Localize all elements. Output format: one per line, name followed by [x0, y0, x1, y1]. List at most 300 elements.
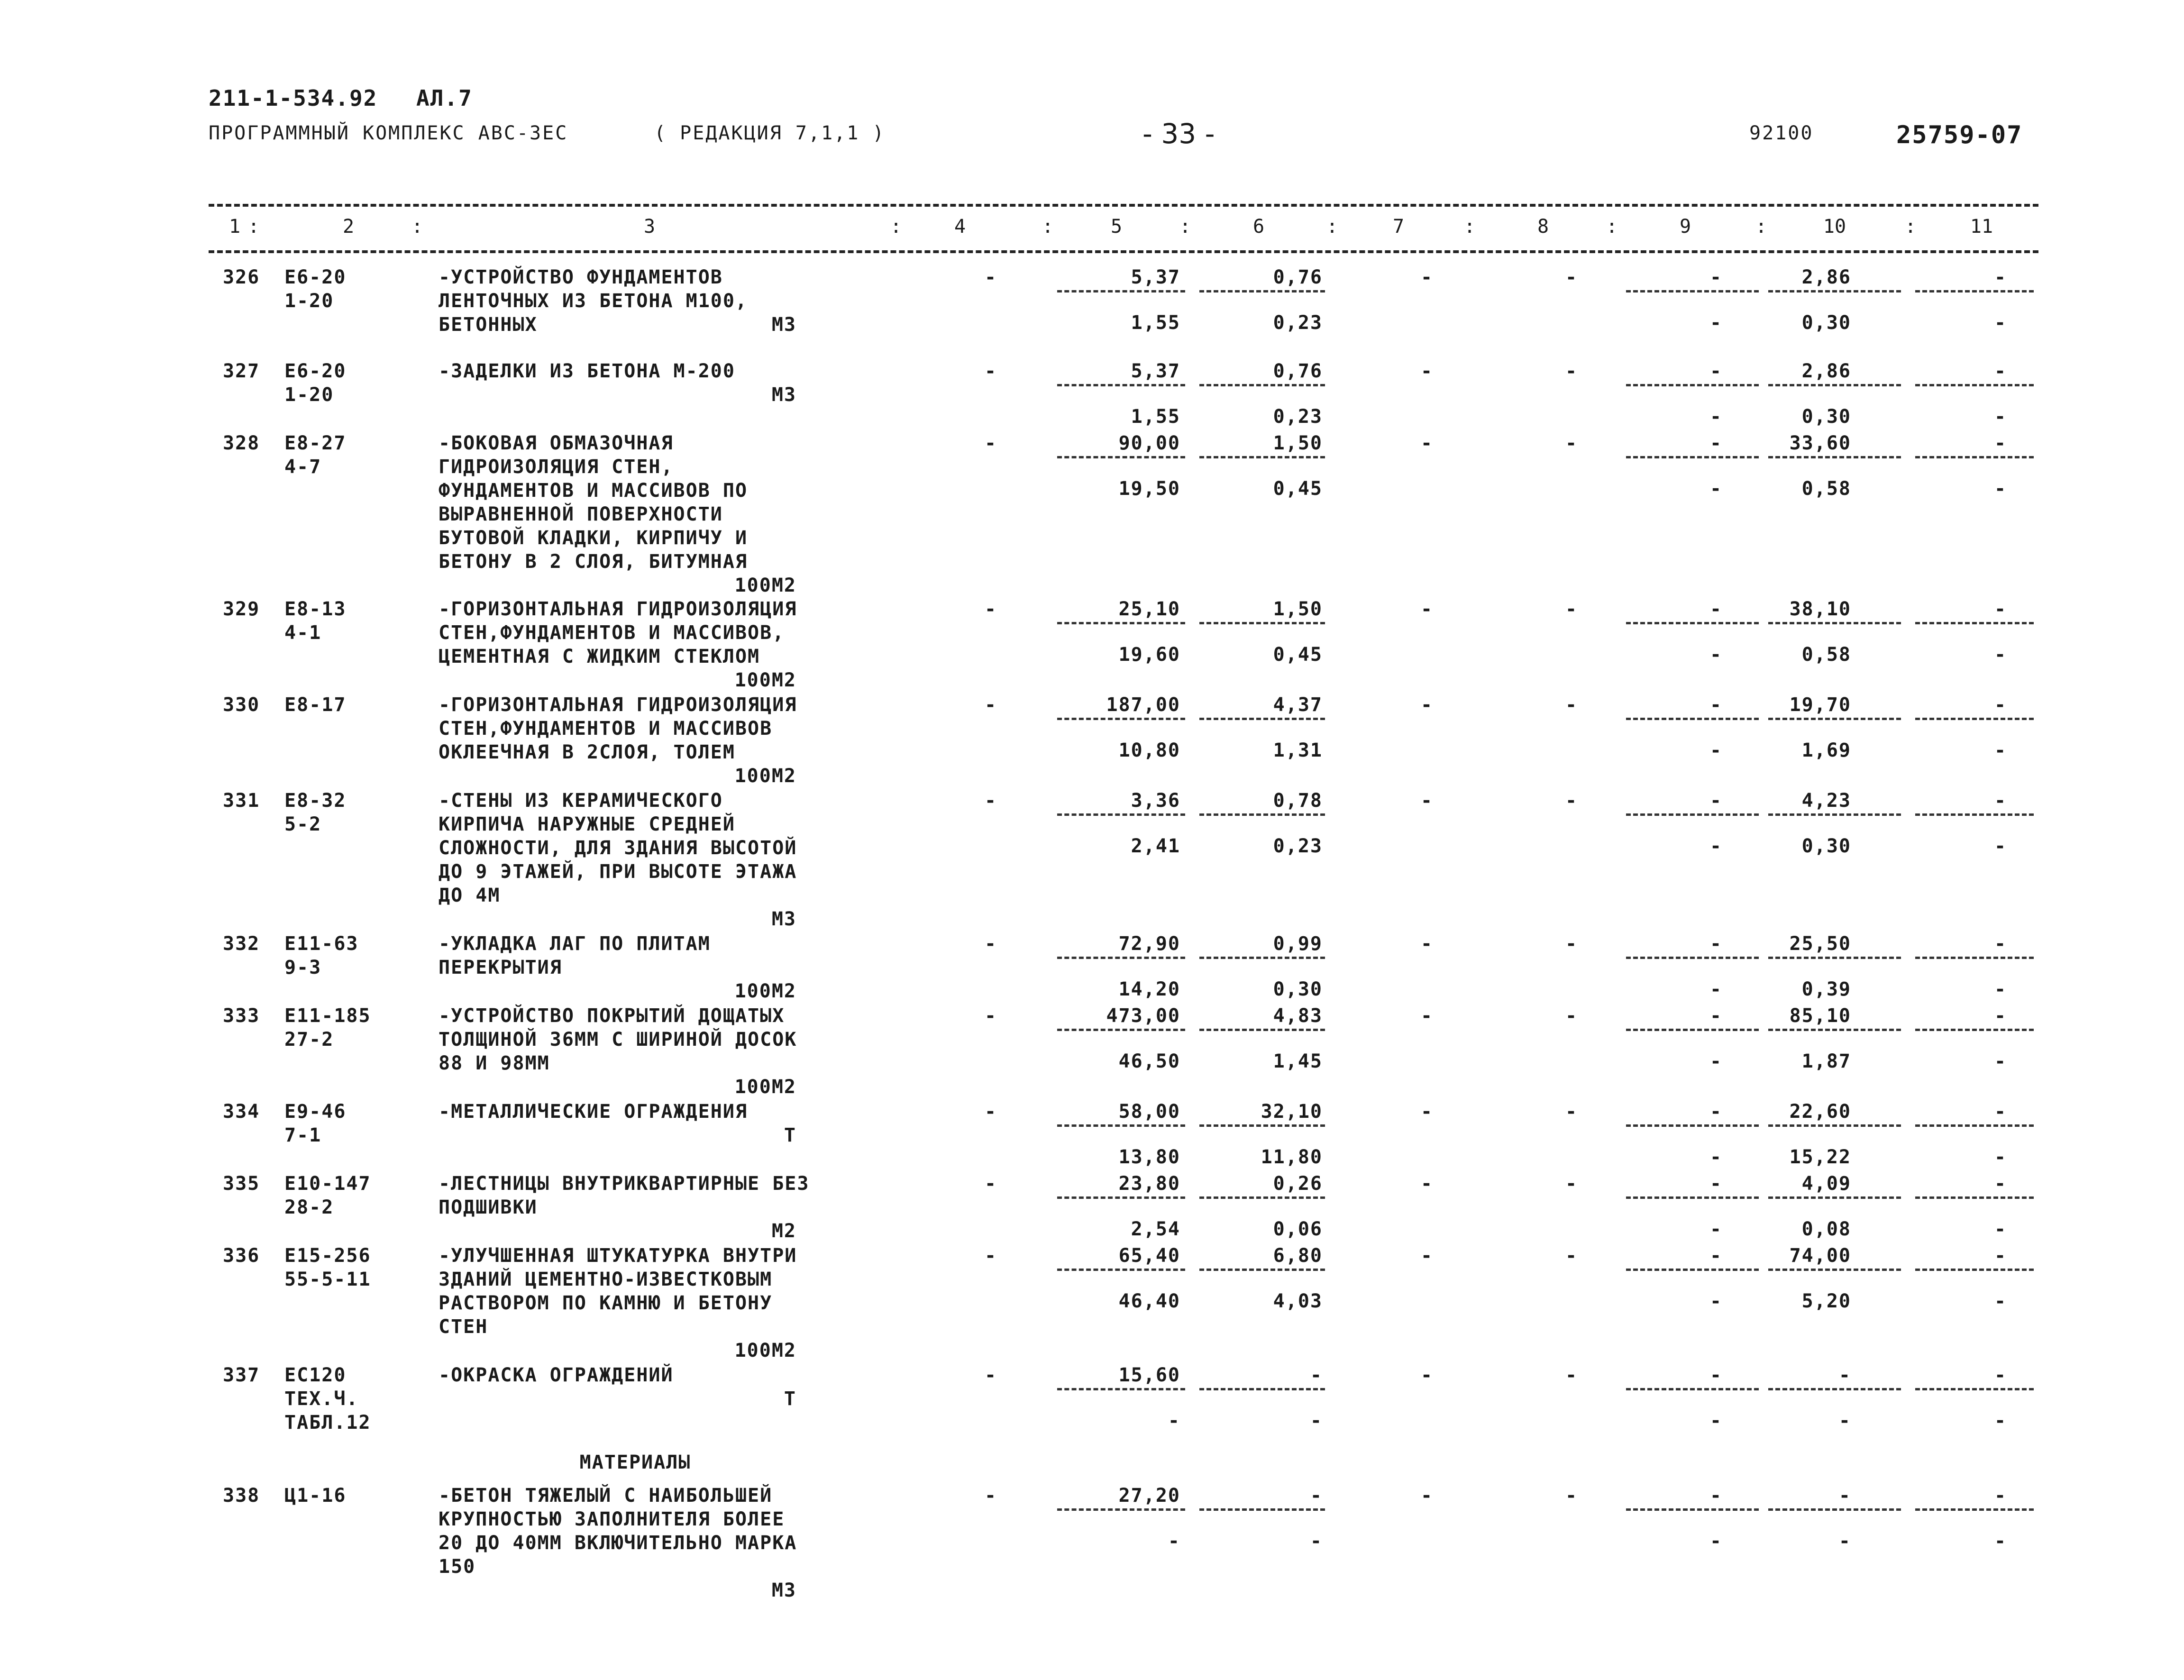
column-header-6: 6: [1252, 216, 1265, 237]
col-6-value: 32,10: [1261, 1101, 1323, 1123]
column-header-1: 1: [228, 216, 241, 237]
col-7-value: -: [1420, 790, 1434, 812]
col-4-value: -: [984, 1173, 997, 1195]
col-8-value: -: [1565, 598, 1578, 620]
dashed-separator: [1626, 456, 1759, 458]
col-9-lower-value: -: [1709, 978, 1723, 1000]
col-9-value: -: [1709, 1245, 1723, 1267]
row-description: ОКЛЕЕЧНАЯ В 2СЛОЯ, ТОЛЕМ: [439, 741, 735, 763]
col-9-lower-value: -: [1709, 1290, 1723, 1312]
dashed-separator: [1199, 1124, 1325, 1127]
col-9-lower-value: -: [1709, 740, 1723, 761]
col-9-lower-value: -: [1709, 1410, 1723, 1432]
col-11-value: -: [1994, 360, 2007, 382]
row-unit: М3: [771, 1580, 796, 1601]
col-10-lower-value: 0,58: [1801, 478, 1851, 500]
col-5-lower-value: 1,55: [1131, 312, 1180, 334]
col-5-lower-value: 13,80: [1118, 1146, 1180, 1168]
row-description: -УКЛАДКА ЛАГ ПО ПЛИТАМ: [439, 933, 711, 955]
row-unit: 100М2: [734, 1340, 796, 1361]
dashed-separator: [1057, 1029, 1185, 1031]
row-description: -МЕТАЛЛИЧЕСКИЕ ОГРАЖДЕНИЯ: [439, 1101, 748, 1123]
dashed-separator: [1915, 290, 2034, 292]
album-code: АЛ.7: [416, 85, 473, 111]
col-8-value: -: [1565, 360, 1578, 382]
col-11-value: -: [1994, 266, 2007, 288]
col-5-value: 5,37: [1131, 266, 1180, 288]
col-10-value: 19,70: [1789, 694, 1851, 716]
col-11-lower-value: -: [1994, 1050, 2007, 1072]
dashed-separator: [1915, 1196, 2034, 1199]
row-code: 1-20: [284, 290, 334, 312]
row-unit: Т: [784, 1124, 796, 1146]
column-header-11: 11: [1970, 216, 1993, 237]
dashed-separator: [1057, 957, 1185, 959]
row-description: ДО 4М: [439, 885, 501, 906]
dashed-separator: [1057, 1388, 1185, 1390]
row-description: ЛЕНТОЧНЫХ ИЗ БЕТОНА М100,: [439, 290, 748, 312]
col-10-value: 4,23: [1801, 790, 1851, 812]
col-11-lower-value: -: [1994, 406, 2007, 428]
row-code: Е8-32: [284, 790, 347, 812]
col-6-lower-value: 0,30: [1273, 978, 1323, 1000]
col-5-value: 3,36: [1131, 790, 1180, 812]
row-description: БУТОВОЙ КЛАДКИ, КИРПИЧУ И: [439, 527, 748, 549]
col-5-value: 15,60: [1118, 1364, 1180, 1386]
col-11-lower-value: -: [1994, 740, 2007, 761]
dashed-separator: [1199, 1196, 1325, 1199]
col-5-value: 65,40: [1118, 1245, 1180, 1267]
dashed-separator: [1626, 813, 1759, 816]
row-description: -ГОРИЗОНТАЛЬНАЯ ГИДРОИЗОЛЯЦИЯ: [439, 598, 797, 620]
col-10-lower-value: 0,08: [1801, 1218, 1851, 1240]
col-6-lower-value: 0,45: [1273, 478, 1323, 500]
column-header-10: 10: [1823, 216, 1846, 237]
dashed-separator: [1768, 622, 1901, 624]
col-5-lower-value: 19,50: [1118, 478, 1180, 500]
col-4-value: -: [984, 1101, 997, 1123]
dashed-separator: [1768, 813, 1901, 816]
col-5-lower-value: -: [1168, 1530, 1180, 1552]
dashed-separator: [1199, 813, 1325, 816]
row-number: 327: [223, 360, 260, 382]
dashed-separator: [1768, 290, 1901, 292]
col-7-value: -: [1420, 933, 1434, 955]
row-code: 55-5-11: [284, 1269, 371, 1290]
dashed-separator: [1626, 290, 1759, 292]
col-9-value: -: [1709, 1101, 1723, 1123]
dashed-separator: [1915, 1029, 2034, 1031]
column-separator: :: [1755, 216, 1767, 237]
dashed-separator: [1199, 1388, 1325, 1390]
col-5-lower-value: 19,60: [1118, 644, 1180, 666]
row-code: 1-20: [284, 384, 334, 406]
row-description: ТОЛЩИНОЙ 36ММ С ШИРИНОЙ ДОСОК: [439, 1029, 797, 1050]
row-code: ЕС120: [284, 1364, 347, 1386]
col-8-value: -: [1565, 1364, 1578, 1386]
col-7-value: -: [1420, 360, 1434, 382]
col-4-value: -: [984, 598, 997, 620]
row-number: 334: [223, 1101, 260, 1123]
col-4-value: -: [984, 1364, 997, 1386]
dashed-separator: [1626, 1388, 1759, 1390]
row-code: Е15-256: [284, 1245, 371, 1267]
col-6-lower-value: 0,23: [1273, 406, 1323, 428]
col-6-value: 0,99: [1273, 933, 1323, 955]
table-header-rule: [209, 250, 2038, 253]
col-7-value: -: [1420, 1005, 1434, 1027]
dashed-separator: [1915, 718, 2034, 720]
col-9-value: -: [1709, 1485, 1723, 1507]
row-description: ПЕРЕКРЫТИЯ: [439, 957, 562, 978]
col-6-lower-value: 0,06: [1273, 1218, 1323, 1240]
dashed-separator: [1057, 1196, 1185, 1199]
col-10-value: 22,60: [1789, 1101, 1851, 1123]
row-description: БЕТОНУ В 2 СЛОЯ, БИТУМНАЯ: [439, 551, 748, 573]
row-unit: 100М2: [734, 1076, 796, 1098]
col-6-value: 1,50: [1273, 432, 1323, 454]
dashed-separator: [1768, 1269, 1901, 1271]
column-separator: :: [1042, 216, 1054, 237]
col-7-value: -: [1420, 1245, 1434, 1267]
col-10-value: 2,86: [1801, 360, 1851, 382]
dashed-separator: [1768, 1508, 1901, 1511]
col-5-lower-value: 1,55: [1131, 406, 1180, 428]
col-9-value: -: [1709, 360, 1723, 382]
col-11-lower-value: -: [1994, 1290, 2007, 1312]
col-5-lower-value: 10,80: [1118, 740, 1180, 761]
row-code: Е8-17: [284, 694, 347, 716]
col-8-value: -: [1565, 790, 1578, 812]
row-number: 338: [223, 1485, 260, 1507]
row-description: КИРПИЧА НАРУЖНЫЕ СРЕДНЕЙ: [439, 813, 735, 835]
col-5-value: 23,80: [1118, 1173, 1180, 1195]
dashed-separator: [1199, 1029, 1325, 1031]
dashed-separator: [1057, 456, 1185, 458]
col-6-value: -: [1310, 1364, 1323, 1386]
row-description: СЛОЖНОСТИ, ДЛЯ ЗДАНИЯ ВЫСОТОЙ: [439, 837, 797, 859]
col-6-value: 0,76: [1273, 360, 1323, 382]
col-7-value: -: [1420, 432, 1434, 454]
col-10-value: 74,00: [1789, 1245, 1851, 1267]
col-9-value: -: [1709, 1364, 1723, 1386]
col-8-value: -: [1565, 1245, 1578, 1267]
col-11-lower-value: -: [1994, 1146, 2007, 1168]
col-8-value: -: [1565, 1005, 1578, 1027]
col-8-value: -: [1565, 1101, 1578, 1123]
row-number: 328: [223, 432, 260, 454]
col-10-lower-value: 0,58: [1801, 644, 1851, 666]
col-7-value: -: [1420, 1173, 1434, 1195]
col-11-lower-value: -: [1994, 978, 2007, 1000]
col-10-value: -: [1838, 1485, 1851, 1507]
col-7-value: -: [1420, 1101, 1434, 1123]
column-separator: :: [1606, 216, 1618, 237]
column-header-9: 9: [1679, 216, 1691, 237]
col-6-lower-value: 1,45: [1273, 1050, 1323, 1072]
col-6-lower-value: 11,80: [1261, 1146, 1323, 1168]
col-5-lower-value: 2,41: [1131, 835, 1180, 857]
row-code: 9-3: [284, 957, 322, 978]
col-6-value: 4,83: [1273, 1005, 1323, 1027]
column-header-3: 3: [643, 216, 656, 237]
col-11-value: -: [1994, 790, 2007, 812]
col-9-lower-value: -: [1709, 1146, 1723, 1168]
col-5-value: 90,00: [1118, 432, 1180, 454]
row-description: ЗДАНИЙ ЦЕМЕНТНО-ИЗВЕСТКОВЫМ: [439, 1269, 773, 1290]
row-number: 335: [223, 1173, 260, 1195]
col-8-value: -: [1565, 1173, 1578, 1195]
col-6-lower-value: 0,45: [1273, 644, 1323, 666]
col-11-value: -: [1994, 1245, 2007, 1267]
row-description: -БЕТОН ТЯЖЕЛЫЙ С НАИБОЛЬШЕЙ: [439, 1485, 773, 1507]
row-unit: М2: [771, 1220, 796, 1242]
row-number: 326: [223, 266, 260, 288]
column-header-8: 8: [1537, 216, 1549, 237]
col-10-value: 38,10: [1789, 598, 1851, 620]
col-11-value: -: [1994, 598, 2007, 620]
col-5-value: 187,00: [1106, 694, 1180, 716]
col-7-value: -: [1420, 266, 1434, 288]
row-description: ЦЕМЕНТНАЯ С ЖИДКИМ СТЕКЛОМ: [439, 646, 760, 667]
dashed-separator: [1915, 456, 2034, 458]
col-8-value: -: [1565, 1485, 1578, 1507]
row-code: 4-1: [284, 622, 322, 644]
col-6-value: 4,37: [1273, 694, 1323, 716]
row-description: ВЫРАВНЕННОЙ ПОВЕРХНОСТИ: [439, 503, 723, 525]
dashed-separator: [1057, 384, 1185, 386]
dashed-separator: [1057, 622, 1185, 624]
row-code: Е6-20: [284, 360, 347, 382]
col-10-value: 33,60: [1789, 432, 1851, 454]
dashed-separator: [1199, 957, 1325, 959]
col-5-value: 25,10: [1118, 598, 1180, 620]
col-11-value: -: [1994, 432, 2007, 454]
row-code: ТЕХ.Ч.: [284, 1388, 359, 1410]
col-10-value: 85,10: [1789, 1005, 1851, 1027]
dashed-separator: [1626, 1508, 1759, 1511]
column-separator: :: [890, 216, 902, 237]
col-9-value: -: [1709, 266, 1723, 288]
col-5-value: 27,20: [1118, 1485, 1180, 1507]
col-10-lower-value: 15,22: [1789, 1146, 1851, 1168]
row-unit: М3: [771, 384, 796, 406]
col-11-lower-value: -: [1994, 478, 2007, 500]
col-4-value: -: [984, 790, 997, 812]
doc-code: 211-1-534.92: [209, 85, 378, 111]
edition: ( РЕДАКЦИЯ 7,1,1 ): [654, 122, 886, 144]
col-9-value: -: [1709, 1173, 1723, 1195]
col-6-lower-value: 0,23: [1273, 835, 1323, 857]
row-code: 7-1: [284, 1124, 322, 1146]
dashed-separator: [1915, 1508, 2034, 1511]
column-header-4: 4: [954, 216, 966, 237]
dashed-separator: [1626, 718, 1759, 720]
dashed-separator: [1626, 384, 1759, 386]
col-10-lower-value: 1,69: [1801, 740, 1851, 761]
dashed-separator: [1768, 957, 1901, 959]
dashed-separator: [1626, 622, 1759, 624]
col-5-lower-value: 14,20: [1118, 978, 1180, 1000]
row-description: СТЕН,ФУНДАМЕНТОВ И МАССИВОВ: [439, 718, 773, 740]
col-4-value: -: [984, 1485, 997, 1507]
col-6-value: 0,26: [1273, 1173, 1323, 1195]
col-6-value: 0,76: [1273, 266, 1323, 288]
row-code: Е6-20: [284, 266, 347, 288]
row-code: Е8-13: [284, 598, 347, 620]
col-7-value: -: [1420, 1364, 1434, 1386]
col-8-value: -: [1565, 933, 1578, 955]
dashed-separator: [1768, 1196, 1901, 1199]
col-4-value: -: [984, 360, 997, 382]
col-10-value: 4,09: [1801, 1173, 1851, 1195]
dashed-separator: [1768, 1124, 1901, 1127]
row-description: БЕТОННЫХ: [439, 314, 538, 336]
col-4-value: -: [984, 694, 997, 716]
column-header-2: 2: [342, 216, 355, 237]
column-separator: :: [1904, 216, 1917, 237]
dashed-separator: [1626, 1196, 1759, 1199]
dashed-separator: [1057, 1508, 1185, 1511]
dashed-separator: [1768, 384, 1901, 386]
row-code: Е11-63: [284, 933, 359, 955]
col-9-value: -: [1709, 933, 1723, 955]
row-unit: 100М2: [734, 765, 796, 787]
dashed-separator: [1626, 1269, 1759, 1271]
col-4-value: -: [984, 266, 997, 288]
col-9-lower-value: -: [1709, 1530, 1723, 1552]
col-9-lower-value: -: [1709, 406, 1723, 428]
col-10-lower-value: 0,30: [1801, 406, 1851, 428]
dashed-separator: [1199, 622, 1325, 624]
col-8-value: -: [1565, 266, 1578, 288]
col-8-value: -: [1565, 694, 1578, 716]
row-number: 333: [223, 1005, 260, 1027]
code-92100: 92100: [1749, 122, 1814, 144]
col-11-value: -: [1994, 1101, 2007, 1123]
dashed-separator: [1199, 384, 1325, 386]
dashed-separator: [1626, 1124, 1759, 1127]
row-code: Е11-185: [284, 1005, 371, 1027]
col-11-lower-value: -: [1994, 1218, 2007, 1240]
row-description: СТЕН,ФУНДАМЕНТОВ И МАССИВОВ,: [439, 622, 785, 644]
row-description: КРУПНОСТЬЮ ЗАПОЛНИТЕЛЯ БОЛЕЕ: [439, 1508, 785, 1530]
dashed-separator: [1915, 957, 2034, 959]
column-separator: :: [1179, 216, 1191, 237]
col-10-lower-value: 0,39: [1801, 978, 1851, 1000]
row-description: РАСТВОРОМ ПО КАМНЮ И БЕТОНУ: [439, 1292, 773, 1314]
col-11-value: -: [1994, 1485, 2007, 1507]
col-9-lower-value: -: [1709, 835, 1723, 857]
row-number: 336: [223, 1245, 260, 1267]
col-5-value: 5,37: [1131, 360, 1180, 382]
row-code: 28-2: [284, 1196, 334, 1218]
col-4-value: -: [984, 1245, 997, 1267]
col-5-lower-value: -: [1168, 1410, 1180, 1432]
col-9-lower-value: -: [1709, 478, 1723, 500]
row-description: 150: [439, 1556, 476, 1578]
col-7-value: -: [1420, 694, 1434, 716]
col-4-value: -: [984, 432, 997, 454]
dashed-separator: [1915, 622, 2034, 624]
row-description: -ГОРИЗОНТАЛЬНАЯ ГИДРОИЗОЛЯЦИЯ: [439, 694, 797, 716]
program-name: ПРОГРАММНЫЙ КОМПЛЕКС АВС-3ЕС: [209, 122, 568, 144]
page-number: - 33 -: [1142, 118, 1215, 150]
col-9-value: -: [1709, 694, 1723, 716]
col-10-lower-value: -: [1838, 1530, 1851, 1552]
col-11-lower-value: -: [1994, 644, 2007, 666]
row-description: ГИДРОИЗОЛЯЦИЯ СТЕН,: [439, 456, 674, 478]
row-number: 337: [223, 1364, 260, 1386]
col-6-lower-value: -: [1310, 1530, 1323, 1552]
col-6-lower-value: 4,03: [1273, 1290, 1323, 1312]
col-5-lower-value: 46,40: [1118, 1290, 1180, 1312]
col-6-value: -: [1310, 1485, 1323, 1507]
dashed-separator: [1768, 718, 1901, 720]
col-6-value: 6,80: [1273, 1245, 1323, 1267]
dashed-separator: [1626, 957, 1759, 959]
col-5-lower-value: 2,54: [1131, 1218, 1180, 1240]
row-unit: 100М2: [734, 669, 796, 691]
row-code: Ц1-16: [284, 1485, 347, 1507]
dashed-separator: [1199, 456, 1325, 458]
col-5-lower-value: 46,50: [1118, 1050, 1180, 1072]
row-unit: М3: [771, 314, 796, 336]
dashed-separator: [1057, 813, 1185, 816]
col-10-lower-value: -: [1838, 1410, 1851, 1432]
column-separator: :: [1463, 216, 1476, 237]
dashed-separator: [1199, 1269, 1325, 1271]
column-separator: :: [411, 216, 423, 237]
col-6-lower-value: -: [1310, 1410, 1323, 1432]
row-unit: 100М2: [734, 575, 796, 596]
col-7-value: -: [1420, 598, 1434, 620]
dashed-separator: [1915, 813, 2034, 816]
code-25759: 25759-07: [1896, 121, 2023, 149]
dashed-separator: [1199, 1508, 1325, 1511]
col-11-lower-value: -: [1994, 1530, 2007, 1552]
col-10-lower-value: 1,87: [1801, 1050, 1851, 1072]
col-11-value: -: [1994, 933, 2007, 955]
column-header-7: 7: [1392, 216, 1405, 237]
row-unit: Т: [784, 1388, 796, 1410]
col-10-value: 25,50: [1789, 933, 1851, 955]
col-5-value: 72,90: [1118, 933, 1180, 955]
dashed-separator: [1199, 290, 1325, 292]
dashed-separator: [1768, 1029, 1901, 1031]
dashed-separator: [1057, 290, 1185, 292]
row-description: ФУНДАМЕНТОВ И МАССИВОВ ПО: [439, 480, 748, 502]
row-number: 331: [223, 790, 260, 812]
col-5-value: 58,00: [1118, 1101, 1180, 1123]
col-11-value: -: [1994, 1173, 2007, 1195]
col-9-value: -: [1709, 432, 1723, 454]
row-code: Е9-46: [284, 1101, 347, 1123]
table-top-rule: [209, 204, 2038, 207]
col-9-lower-value: -: [1709, 1050, 1723, 1072]
col-9-lower-value: -: [1709, 312, 1723, 334]
col-4-value: -: [984, 1005, 997, 1027]
dashed-separator: [1768, 456, 1901, 458]
dashed-separator: [1915, 1388, 2034, 1390]
dashed-separator: [1915, 1269, 2034, 1271]
section-title: МАТЕРИАЛЫ: [579, 1452, 691, 1473]
dashed-separator: [1057, 1269, 1185, 1271]
col-10-value: -: [1838, 1364, 1851, 1386]
row-description: -СТЕНЫ ИЗ КЕРАМИЧЕСКОГО: [439, 790, 723, 812]
col-6-value: 1,50: [1273, 598, 1323, 620]
col-10-lower-value: 0,30: [1801, 312, 1851, 334]
